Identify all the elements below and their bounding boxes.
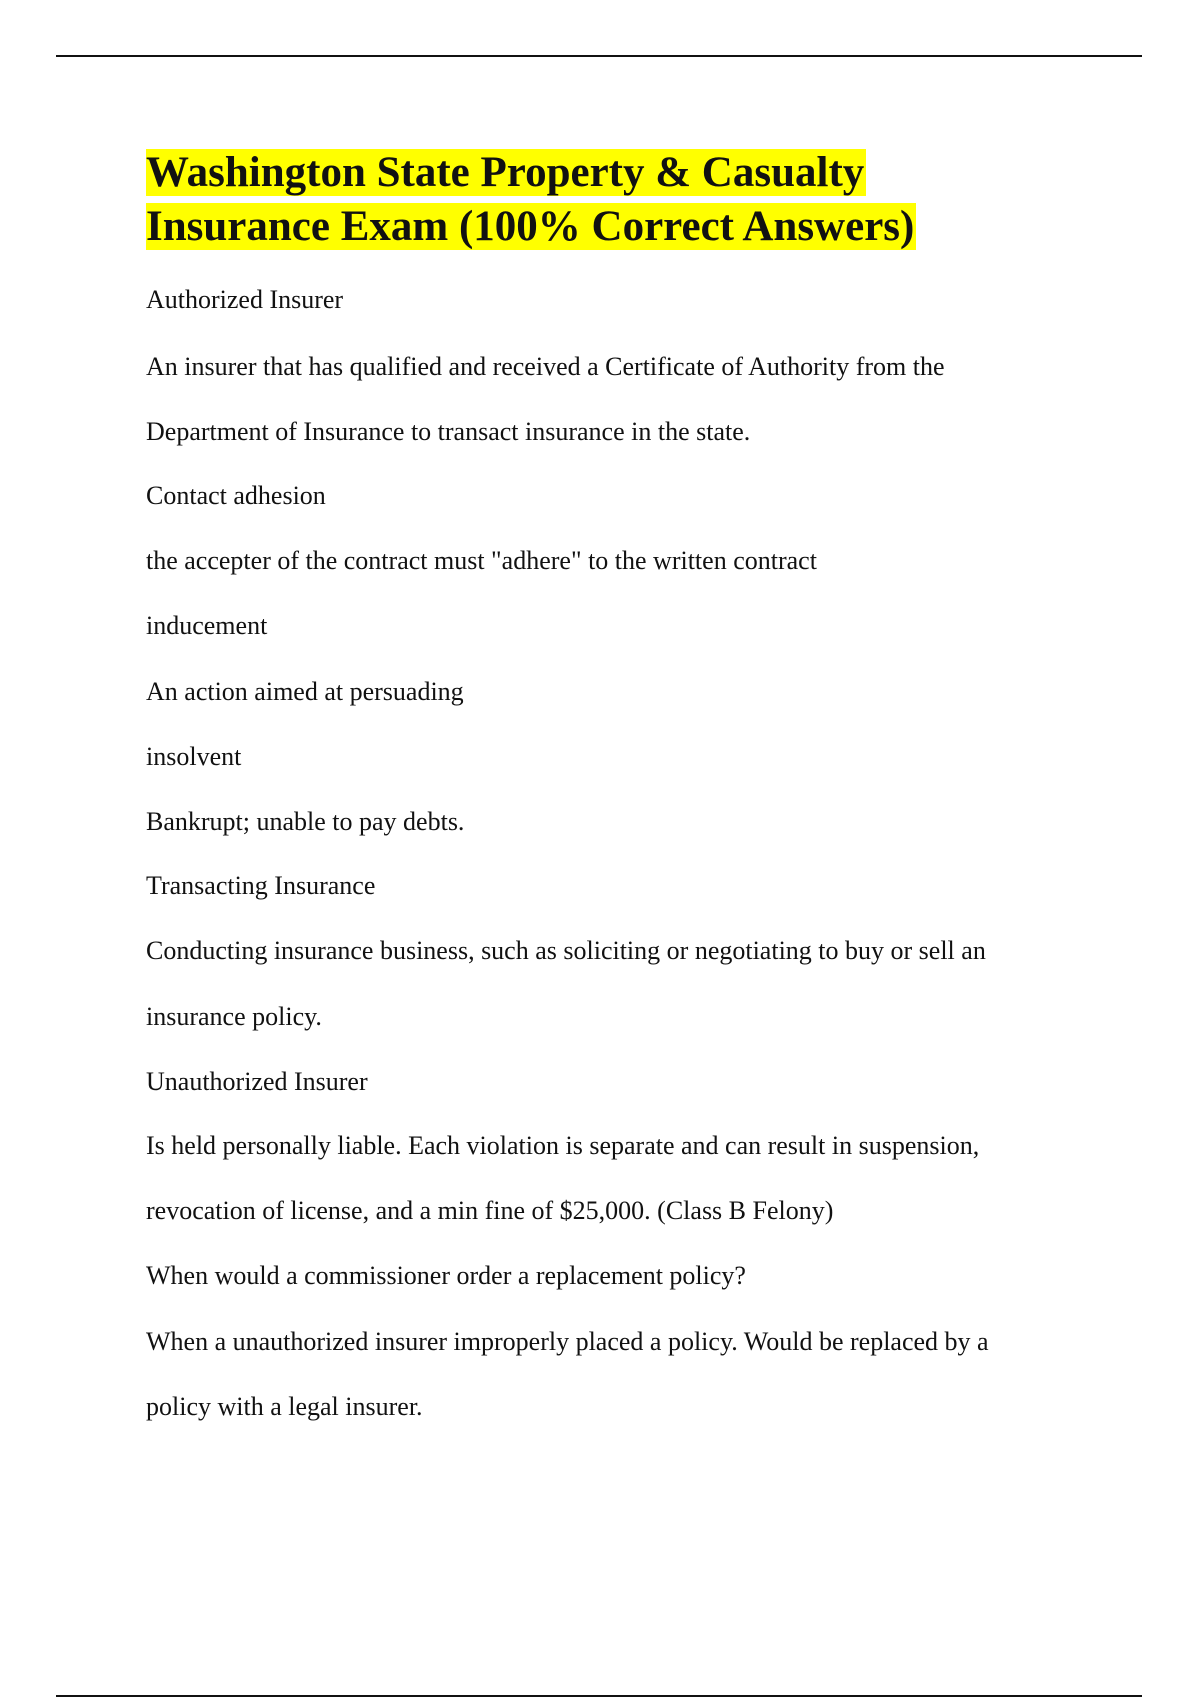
- term-insolvent: insolvent: [146, 742, 242, 771]
- definition-line: Is held personally liable. Each violation is separate and can result in suspension,: [146, 1131, 980, 1160]
- definition-line: When a unauthorized insurer improperly placed a policy. Would be replaced by a: [146, 1327, 989, 1356]
- definition-line: An insurer that has qualified and received a Certificate of Authority from the: [146, 352, 945, 381]
- title-line-2: [146, 200, 1106, 254]
- definition-line: revocation of license, and a min fine of $25,000. (Class B Felony): [146, 1196, 834, 1225]
- term-inducement: inducement: [146, 611, 268, 640]
- term-unauthorized-insurer: Unauthorized Insurer: [146, 1067, 368, 1096]
- footer-rule: [56, 1695, 1142, 1697]
- header-rule: [56, 55, 1142, 57]
- definition-line: Department of Insurance to transact insurance in the state.: [146, 417, 751, 446]
- term-transacting-insurance: Transacting Insurance: [146, 871, 376, 900]
- term-authorized-insurer: Authorized Insurer: [146, 285, 344, 314]
- definition-line: Conducting insurance business, such as soliciting or negotiating to buy or sell an: [146, 936, 986, 965]
- term-replacement-policy: When would a commissioner order a replacement policy?: [146, 1261, 746, 1290]
- title-line-1: [146, 146, 1106, 200]
- term-contact-adhesion: Contact adhesion: [146, 481, 326, 510]
- definition-line: the accepter of the contract must "adhere" to the written contract: [146, 546, 817, 575]
- title-highlight-2: Insurance Exam (100% Correct Answers): [146, 203, 915, 250]
- definition-line: An action aimed at persuading: [146, 677, 464, 706]
- document-title: [146, 146, 1106, 254]
- title-highlight-1: Washington State Property & Casualty: [146, 149, 865, 196]
- definition-line: Bankrupt; unable to pay debts.: [146, 807, 465, 836]
- definition-line: policy with a legal insurer.: [146, 1392, 423, 1421]
- definition-line: insurance policy.: [146, 1002, 322, 1031]
